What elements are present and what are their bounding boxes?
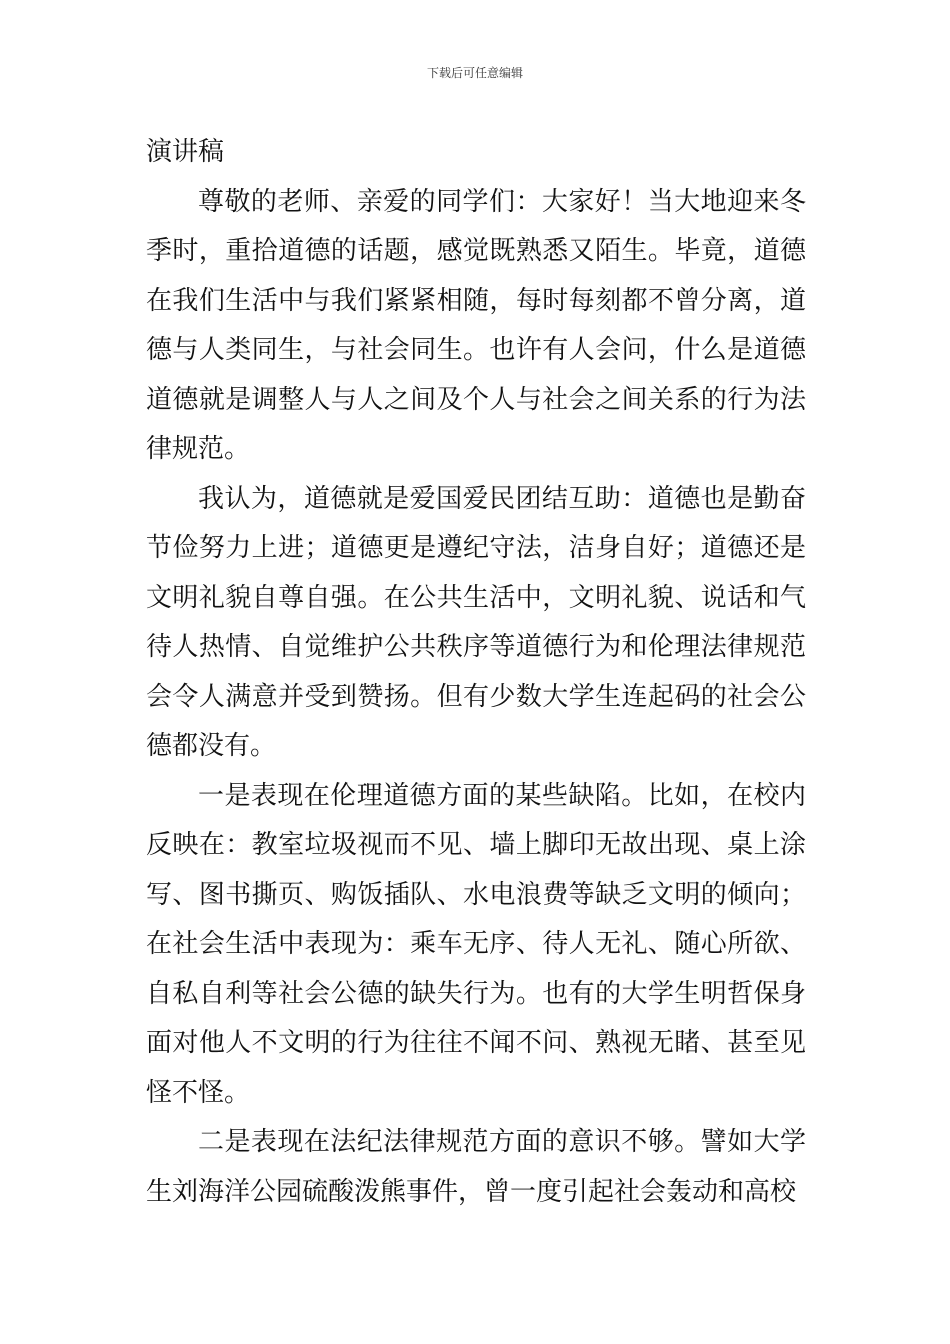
document-title: 演讲稿 (146, 137, 225, 167)
paragraph-point-two: 二是表现在法纪法律规范方面的意识不够。譬如大学生刘海洋公园硫酸泼熊事件，曾一度引起社会轰动和高校 (146, 1127, 806, 1207)
paragraph-point-one: 一是表现在伦理道德方面的某些缺陷。比如，在校内反映在：教室垃圾视而不见、墙上脚印无故出现、桌上涂写、图书撕页、购饭插队、水电浪费等缺乏文明的倾向；在社会生活中表现为：乘车无序、待人无礼、随心所欲、自私自利等社会公德的缺失行为。也有的大学生明哲保身面对他人不文明的行为往往不闻不问、熟视无睹、甚至见怪不怪。 (146, 780, 806, 1108)
document-body (146, 128, 806, 1217)
paragraph-greeting: 尊敬的老师、亲爱的同学们：大家好！当大地迎来冬季时，重拾道德的话题，感觉既熟悉又陌生。毕竟，道德在我们生活中与我们紧紧相随，每时每刻都不曾分离，道德与人类同生，与社会同生。也许有人会问，什么是道德道德就是调整人与人之间及个人与社会之间关系的行为法律规范。 (146, 186, 806, 464)
paragraph-opinion: 我认为，道德就是爱国爱民团结互助：道德也是勤奋节俭努力上进；道德更是遵纪守法，洁身自好；道德还是文明礼貌自尊自强。在公共生活中，文明礼貌、说话和气待人热情、自觉维护公共秩序等道德行为和伦理法律规范会令人满意并受到赞扬。但有少数大学生连起码的社会公德都没有。 (146, 483, 806, 761)
header-note: 下载后可任意编辑 (426, 66, 523, 80)
